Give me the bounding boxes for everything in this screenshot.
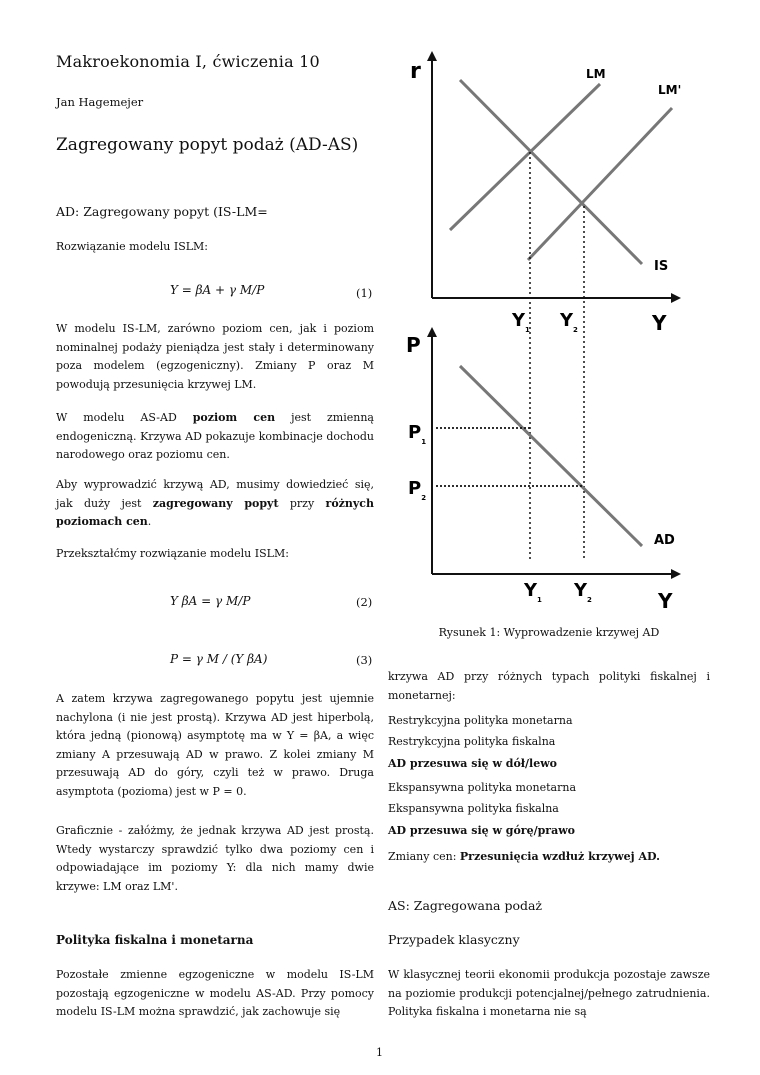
p2-tick: $P_2$ bbox=[408, 478, 427, 502]
ad-label: AD bbox=[654, 533, 675, 548]
list-item: Restrykcyjna polityka fiskalna bbox=[388, 735, 556, 748]
bottom-axis-p-label: P bbox=[406, 333, 421, 357]
paragraph-graphic: Graficznie - załóżmy, że jednak krzywa AD jest prostą. Wtedy wystarczy sprawdzić tylko dwa poziomy cen i odpowiadające im poziomy Y: dla nich mamy dwie krzywe: LM oraz LM'. bbox=[56, 824, 374, 893]
lm-prime-curve bbox=[528, 108, 672, 260]
top-axis-y-label: Y bbox=[652, 311, 667, 335]
list-item: Restrykcyjna polityka monetarna bbox=[388, 714, 573, 727]
equation-3: P = γ M / (Y βA) bbox=[170, 652, 268, 666]
ad-curve bbox=[460, 366, 642, 546]
top-y1-tick: $Y_1$ bbox=[512, 310, 530, 334]
paragraph-solution: Rozwiązanie modelu ISLM: bbox=[56, 240, 209, 253]
subsubsection-classic: Przypadek klasyczny bbox=[388, 932, 520, 947]
subsection-policy: Polityka fiskalna i monetarna bbox=[56, 933, 254, 947]
top-axis-r-label: r bbox=[410, 59, 421, 84]
paragraph-policy-intro: krzywa AD przy różnych typach polityki fiskalnej i monetarnej: bbox=[388, 670, 710, 702]
section-title: Zagregowany popyt podaż (AD-AS) bbox=[56, 135, 359, 155]
paragraph-other: Pozostałe zmienne egzogeniczne w modelu IS-LM pozostają egzogeniczne w modelu AS-AD. Przy pomocy modelu IS-LM można sprawdzić, jak zachowuje się bbox=[56, 968, 374, 1018]
bottom-y2-tick: $Y_2$ bbox=[574, 580, 592, 604]
document-title: Makroekonomia I, ćwiczenia 10 bbox=[56, 52, 320, 71]
bottom-axis-y-label: Y bbox=[658, 589, 673, 613]
figure-ad-derivation bbox=[396, 48, 696, 618]
lm-prime-label: LM' bbox=[658, 83, 682, 97]
equation-2: Y βA = γ M/P bbox=[170, 594, 251, 608]
subsection-as: AS: Zagregowana podaż bbox=[388, 898, 543, 913]
list-item: Ekspansywna polityka fiskalna bbox=[388, 802, 559, 815]
list-item: AD przesuwa się w górę/prawo bbox=[388, 824, 576, 837]
author: Jan Hagemejer bbox=[56, 95, 144, 109]
top-y2-tick: $Y_2$ bbox=[560, 310, 578, 334]
bottom-y1-tick: $Y_1$ bbox=[524, 580, 542, 604]
equation-2-number: (2) bbox=[356, 595, 373, 609]
equation-1: Y = βA + γ M/P bbox=[170, 283, 265, 297]
lm-label: LM bbox=[586, 67, 606, 81]
equation-3-number: (3) bbox=[356, 653, 373, 667]
page-number: 1 bbox=[376, 1046, 383, 1059]
figure-caption: Rysunek 1: Wyprowadzenie krzywej AD bbox=[438, 626, 660, 639]
paragraph-derive: Aby wyprowadzić krzywą AD, musimy dowiedzieć się, jak duży jest zagregowany popyt przy różnych poziomach cen. bbox=[56, 478, 374, 528]
paragraph-classic: W klasycznej teorii ekonomii produkcja pozostaje zawsze na poziomie produkcji potencjalnej/pełnego zatrudnienia. Polityka fiskalna i monetarna nie są bbox=[388, 968, 710, 1018]
list-item: Ekspansywna polityka monetarna bbox=[388, 781, 577, 794]
subsection-ad: AD: Zagregowany popyt (IS-LM= bbox=[56, 204, 268, 219]
list-item: Zmiany cen: Przesunięcia wzdłuż krzywej AD. bbox=[388, 850, 660, 863]
is-label: IS bbox=[654, 259, 669, 274]
p1-tick: $P_1$ bbox=[408, 422, 427, 446]
paragraph-hyperbola: A zatem krzywa zagregowanego popytu jest ujemnie nachylona (i nie jest prostą). Krzywa AD jest hiperbolą, która jedną (pionową) asymptotę ma w Y = βA, a więc zmiany A przesuwają AD w prawo. Z kolei zmiany M przesuwają AD do góry, czyli też w prawo. Druga asymptota (pozioma) jest w P = 0. bbox=[56, 692, 374, 798]
paragraph-transform: Przekształćmy rozwiązanie modelu ISLM: bbox=[56, 547, 289, 560]
paragraph-asad: W modelu AS-AD poziom cen jest zmienną endogeniczną. Krzywa AD pokazuje kombinacje dochodu narodowego oraz poziomu cen. bbox=[56, 411, 374, 461]
list-item: AD przesuwa się w dół/lewo bbox=[388, 757, 558, 770]
equation-1-number: (1) bbox=[356, 286, 373, 300]
paragraph-islm: W modelu IS-LM, zarówno poziom cen, jak i poziom nominalnej podaży pieniądza jest stały i determinowany poza modelem (egzogeniczny). Zmiany P oraz M powodują przesunięcia krzywej LM. bbox=[56, 322, 374, 391]
